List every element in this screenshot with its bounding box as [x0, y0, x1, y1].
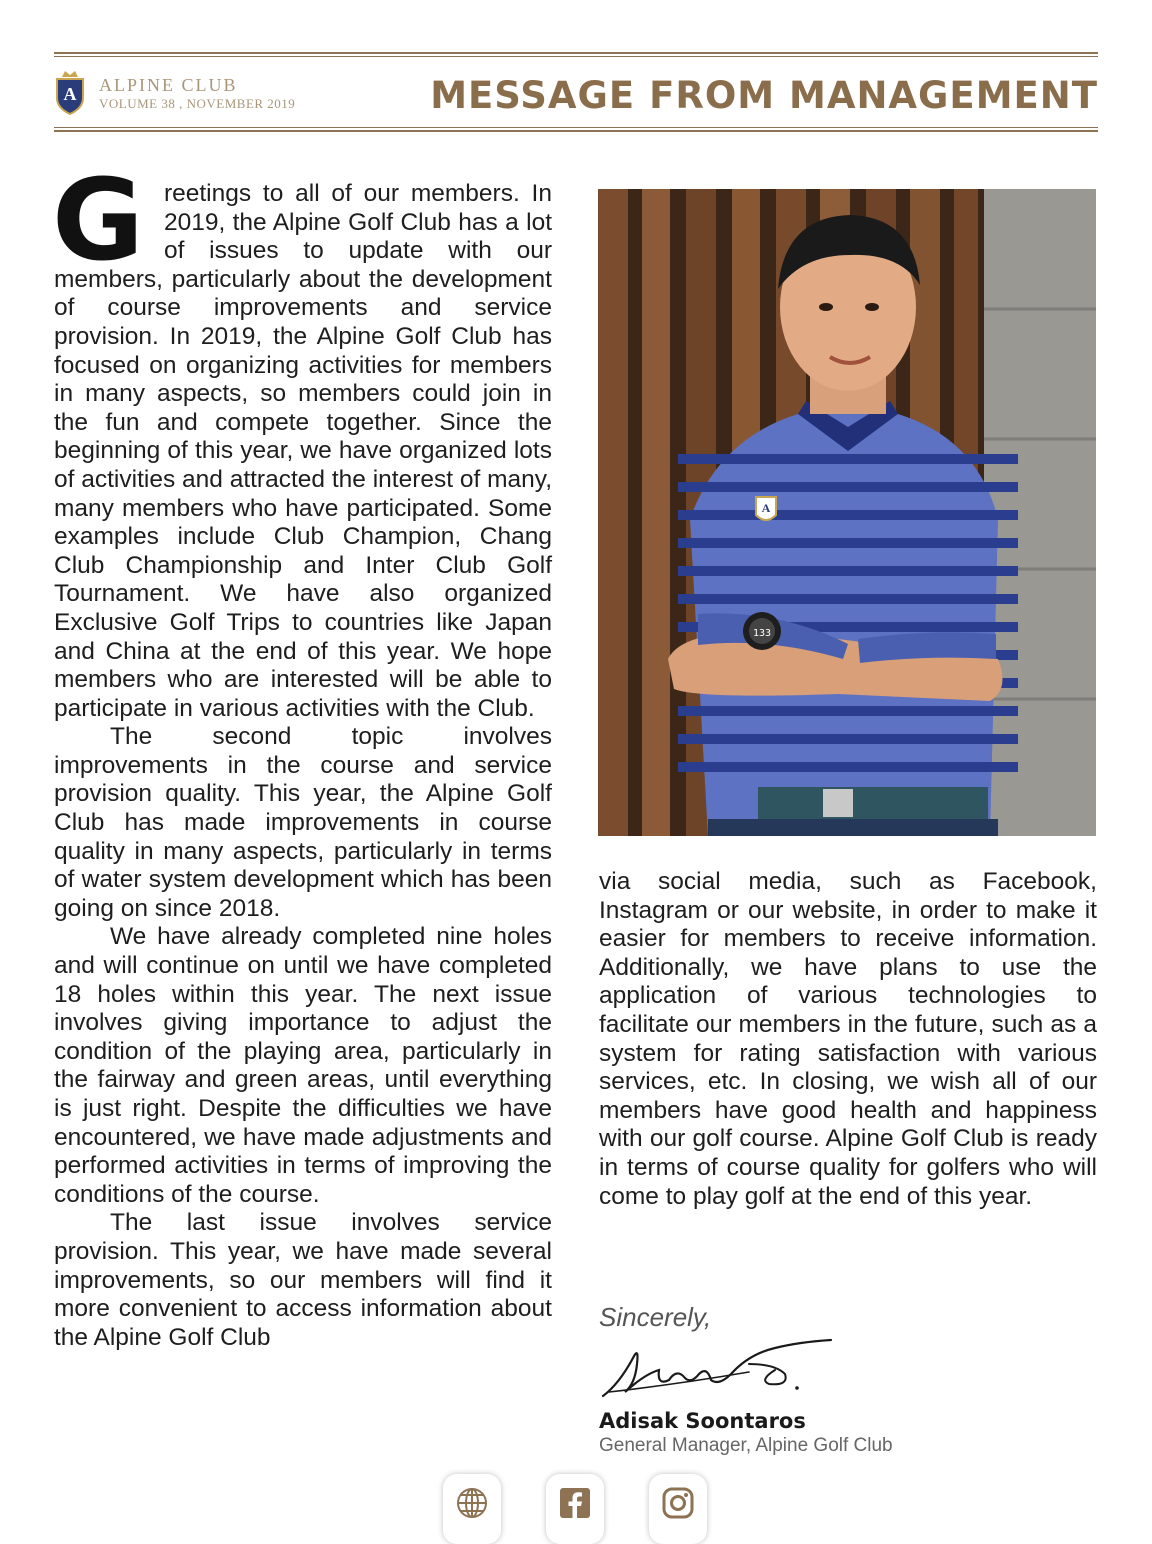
article-paragraph: via social media, such as Facebook, Instagram or our website, in order to make it easier for members to receive information. Additionally, we have plans to use the application of various technologies to facilitate our members in the future, such as a system for rating satisfaction with various services, etc. In closing, we wish all of our members have good health and happiness with our golf course. Alpine Golf Club is ready in terms of course quality for golfers who will come to play golf at the end of this year. [599, 868, 1097, 1210]
section-title: MESSAGE FROM MANAGEMENT [430, 74, 1098, 117]
header-rule-top-thin [54, 56, 1098, 57]
emblem-letter: A [63, 84, 77, 104]
article-paragraph: The last issue involves service provision. This year, we have made several improvements, so our members will find it more convenient to access information about the Alpine Golf Club [54, 1209, 552, 1351]
article-paragraph: We have already completed nine holes and will continue on until we have completed 18 holes within this year. The next issue involves giving importance to adjust the condition of the playing area, particularly in the fairway and green areas, until everything is just right. Despite the difficulties we have encountered, we have made adjustments and performed activities in terms of improving the conditions of the course. [54, 923, 552, 1208]
drop-cap: G [52, 156, 144, 286]
article-paragraph: The second topic involves improvements in the course and service provision quality. This year, the Alpine Golf Club has made improvements in course quality in many aspects, particularly in terms of water system development which has been going on since 2018. [54, 723, 552, 922]
closing-block [599, 1302, 1097, 1458]
header-rule-bottom-thin [54, 127, 1098, 128]
globe-icon [455, 1486, 489, 1520]
alpine-club-emblem-icon [54, 68, 86, 116]
watch-readout: 133 [752, 628, 772, 639]
header-rule-bottom [54, 130, 1098, 132]
issue-volume: VOLUME 38 , NOVEMBER 2019 [99, 96, 296, 111]
facebook-icon [558, 1486, 592, 1520]
signer-name: Adisak Soontaros [599, 1409, 806, 1433]
instagram-icon [661, 1486, 695, 1520]
article-column-right [599, 868, 1097, 1211]
article-column-left [52, 156, 552, 1352]
sign-off: Sincerely, [599, 1302, 712, 1332]
header-rule-top [54, 52, 1098, 54]
handwritten-signature [599, 1334, 839, 1406]
instagram-link[interactable] [649, 1474, 707, 1544]
general-manager-portrait [598, 189, 1096, 836]
paragraph-text: reetings to all of our members. In 2019, the Alpine Golf Club has a lot of issues to update with our members, particularly about the development of course improvements and service provision. In 2019, the Alpine Golf Club has focused on organizing activities for members in many aspects, so members could join in the fun and compete together. Since the beginning of this year, we have organized lots of activities and attracted the interest of many, many members who have participated. Some examples include Club Champion, Chang Club Championship and Inter Club Golf Tournament. We have also organized Exclusive Golf Trips to countries like Japan and China at the end of this year. We hope members who are interested will be able to participate in various activities with the Club. [54, 180, 552, 722]
brand-name: ALPINE CLUB [99, 75, 238, 95]
masthead [99, 76, 295, 112]
facebook-link[interactable] [546, 1474, 604, 1544]
website-link[interactable] [443, 1474, 501, 1544]
signer-title: General Manager, Alpine Golf Club [599, 1435, 893, 1456]
article-paragraph [52, 156, 552, 723]
shirt-emblem-letter: A [761, 501, 771, 515]
